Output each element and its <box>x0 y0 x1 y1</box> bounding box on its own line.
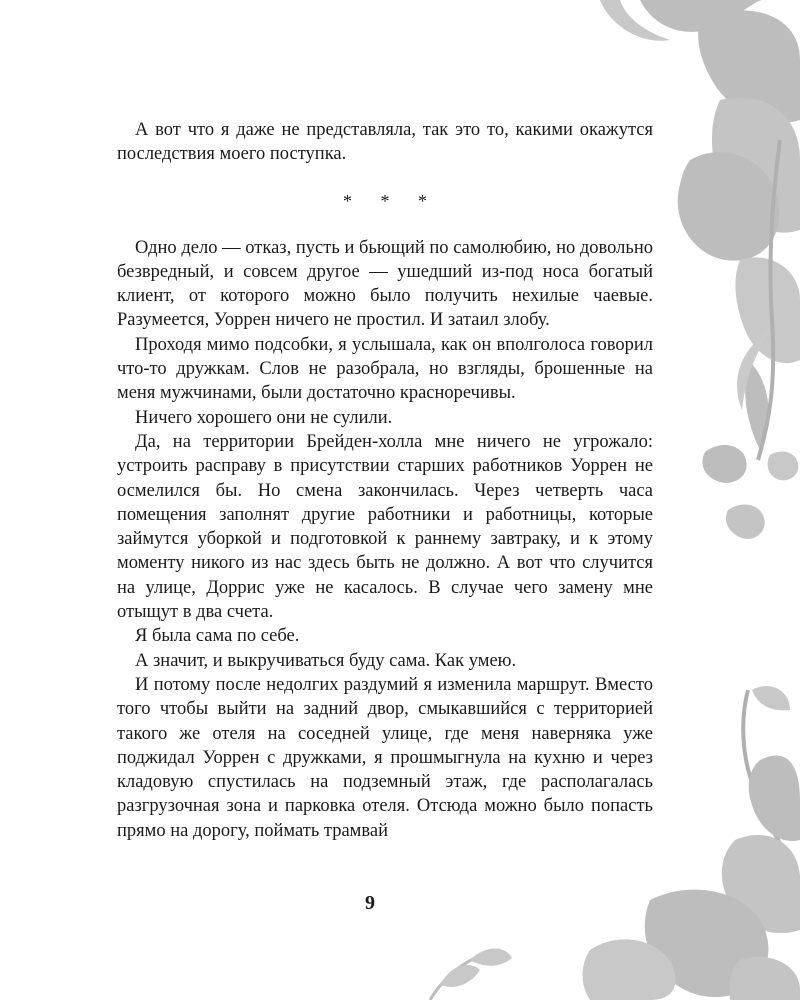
paragraph: Ничего хорошего они не сулили. <box>135 407 393 428</box>
section-break: * * * <box>343 190 439 211</box>
paragraph: И потому после недолгих раздумий я изменила маршрут. Вместо того чтобы выйти на задний двор, смыкавшийся с территорией такого же отеля на соседней улице, где меня наверняка уже поджидал Уоррен с дружками, я прошмыгнула на кухню и через кладовую спустилась на подземный этаж, где располагалась разгрузочная зона и парковка отеля. Отсюда можно было попасть прямо на дорогу, поймать трамвай <box>117 674 653 841</box>
paragraph: А значит, и выкручиваться буду сама. Как умею. <box>135 650 517 671</box>
paragraph: А вот что я даже не представляла, так это то, какими окажутся последствия моего поступка. <box>117 120 653 165</box>
vine-icon <box>430 948 512 1000</box>
paragraph: Проходя мимо подсобки, я услышала, как он вполголоса говорил что-то дружкам. Слов не разобрала, но взгляды, брошенные на меня мужчинами, были достаточно красноречивы. <box>117 334 653 404</box>
paragraph: Одно дело — отказ, пусть и бьющий по самолюбию, но довольно безвредный, и совсем другое — ушедший из-под носа богатый клиент, от которого можно было получить нехилые чаевые. Разумеется, Уоррен ничего не простил. И затаил злобу. <box>117 237 653 331</box>
paragraph: Да, на территории Брейден-холла мне ничего не угрожало: устроить расправу в присутствии старших работников Уоррен не осмелился бы. Но смена закончилась. Через четверть часа помещения заполнят другие работники и работницы, которые займутся уборкой и подготовкой к раннему завтраку, и к этому моменту никого из нас здесь быть не должно. А вот что случится на улице, Доррис уже не касалось. В случае чего замену мне отыщут в два счета. <box>117 431 653 623</box>
paragraph: Я была сама по себе. <box>135 626 300 647</box>
text-body <box>117 118 653 843</box>
page-number: 9 <box>365 892 375 914</box>
